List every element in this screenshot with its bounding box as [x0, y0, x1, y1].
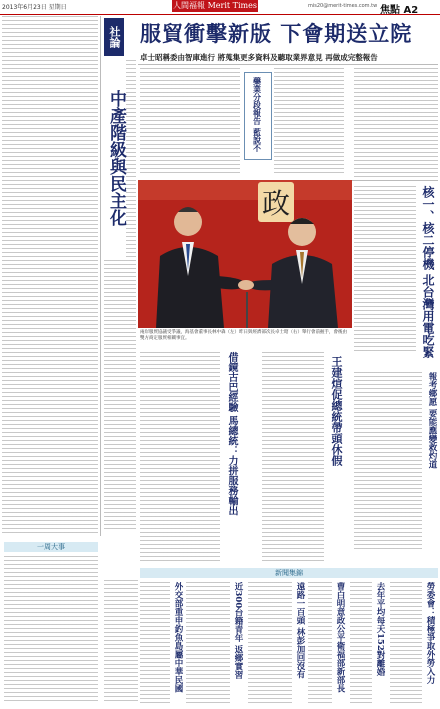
main-subheadline: 卓士昭稱委由智庫進行 將蒐集更多資料及聽取業界意見 再做成完整報告: [140, 53, 378, 62]
section-label: 焦點 A2: [380, 5, 419, 16]
editorial-label: 社論: [104, 18, 124, 56]
exam-headline: 近300台籍青年 返鄉實習: [233, 582, 243, 680]
jinmen-story-text: [354, 372, 422, 552]
issue-date: 2013年6月23日 星期日: [2, 4, 67, 11]
labor-headline: 勞委會：積極爭取外勞入力: [425, 582, 435, 684]
wang-headline: 王建煊促總統帶頭休假: [330, 356, 343, 466]
main-headline: 服貿衝擊新版 下會期送立院: [140, 21, 413, 46]
exam-story-text: [186, 582, 230, 704]
contact-email: mis20@merit-times.com.tw: [308, 3, 378, 9]
news-left-text: [104, 580, 138, 704]
inset-box: [244, 72, 272, 160]
foreign-story-text: [140, 582, 170, 704]
photo-image: [138, 180, 352, 328]
fire-headline: 去年平均每天152對離婚: [375, 582, 385, 677]
right-rule-a: [352, 180, 438, 181]
left-column-text: [2, 16, 98, 536]
main-story-text-b: [274, 68, 344, 176]
nuclear-headline: 核一、核二停機 北台灣用電吃緊: [421, 186, 435, 359]
news-box-header: 新聞集錦: [140, 568, 438, 578]
photo-sign-char: 政: [261, 187, 291, 220]
week-box-header: 一周大事: [4, 542, 98, 552]
handshake-photo: [138, 180, 352, 328]
editorial-title: 中產階級與民主化: [106, 90, 126, 226]
newspaper-logo: 人間福報 Merit Times: [173, 1, 257, 10]
nuclear-story-text: [354, 186, 416, 354]
inset-title: 藥業分段報告 藍說不: [252, 77, 263, 152]
chen-headline: 曹白明意政公平衛福部新部長: [335, 582, 345, 693]
headline-rule: [138, 64, 438, 65]
cuba-story-text: [140, 352, 220, 562]
week-box-text: [4, 556, 98, 704]
chen-story-text: [308, 582, 332, 704]
lin-headline: 遠路一百頭 林彭加回沒有: [295, 582, 305, 679]
editorial-text-lower: [104, 260, 126, 530]
fire-story-text: [350, 582, 372, 704]
wang-story-text: [262, 352, 324, 562]
lin-story-text: [248, 582, 292, 704]
right-story-text: [354, 68, 438, 178]
photo-caption: 兩岸服貿協議受爭議，海基會董事長林中森（左）昨日與經濟部次長卓士昭（右）舉行會前握手，會後由雙方商定服貿相關事宜。: [140, 330, 347, 342]
column-rule: [100, 16, 101, 536]
cuba-headline: 借鏡古巴經驗 馬總統：力拼服務輸出: [226, 352, 237, 516]
foreign-headline: 外交部重申釣魚島屬中華民國: [173, 582, 183, 693]
main-story-text-a: [140, 68, 240, 176]
masthead: [0, 0, 440, 15]
editorial-text: [126, 60, 136, 530]
jinmen-headline: 報考鄉愿 要能應變救灼道: [427, 372, 437, 469]
labor-story-text: [390, 582, 422, 704]
